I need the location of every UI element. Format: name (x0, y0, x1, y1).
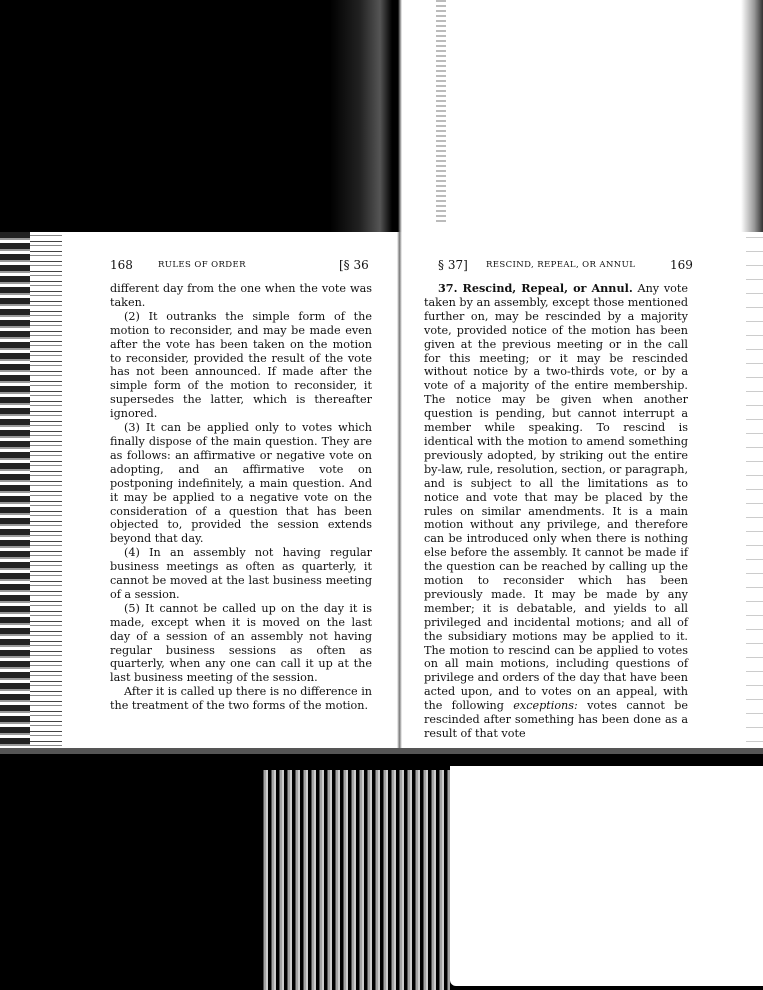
right-page-body (424, 282, 688, 741)
scan-streak (436, 0, 446, 225)
left-running-title: RULES OF ORDER (158, 260, 246, 270)
paragraph-text: Any vote taken by an assembly, except those mentioned further on, may be rescinded by a majority vote, provided notice of the motion has been given at the previous meeting or in the call for this meeting; or it may be rescinded without notice by a two-thirds vote, or by a vote of a majority of the entire membership. The notice may be given when another question is pending, but cannot interrupt a member while speaking. To rescind is identical with the motion to amend something previously adopted, by striking out the entire by-law, rule, resolution, section, or paragraph, and is subject to all the limitations as to notice and vote that may be placed by the rules on similar amendments. It is a main motion without any privilege, and therefore can be introduced only when there is nothing else before the assembly. It cannot be made if the question can be reached by calling up the motion to reconsider which has been previously made. It may be made by any member; it is debatable, and yields to all privileged and incidental motions; and all of the subsidiary motions may be applied to it. The motion to rescind can be applied to votes on all main motions, including questions of privilege and orders of the day that have been acted upon, and to votes on an appeal, with the following (424, 282, 688, 713)
left-running-head (62, 258, 398, 274)
italic-emphasis: exceptions: (513, 699, 578, 713)
scan-paper-top (402, 0, 763, 240)
paragraph: (4) In an assembly not having regular business meetings as often as quarterly, it cannot be moved at the last business meeting of a session. (110, 546, 372, 601)
right-running-head (402, 258, 746, 274)
right-section-ref: § 37] (438, 258, 468, 272)
scan-paper-bottom (450, 766, 763, 986)
paragraph: (5) It cannot be called up on the day it is made, except when it is moved on the last day of a session of an assembly not having regular business sessions as often as quarterly, when any one can call it up at the last business meeting of the session. (110, 601, 372, 685)
scan-right-edge (746, 232, 763, 748)
paragraph: different day from the one when the vote was taken. (110, 282, 372, 309)
section-heading: 37. Rescind, Repeal, or Annul. (438, 281, 633, 295)
right-page-number: 169 (670, 258, 693, 272)
left-page-number: 168 (110, 258, 133, 272)
scan-edge-line (0, 748, 763, 754)
left-section-ref: [§ 36 (339, 258, 369, 272)
scan-left-shadow (0, 232, 30, 748)
scan-shadow (741, 0, 763, 232)
left-page-body (110, 282, 372, 713)
scan-left-edge (0, 232, 62, 748)
paragraph: After it is called up there is no difference in the treatment of the two forms of the motion. (110, 685, 372, 713)
paragraph: (3) It can be applied only to votes which finally dispose of the main question. They are as follows: an affirmative or negative vote on adopting, and an affirmative vote on postponing indefinitely, a main question. And it may be applied to a negative vote on the consideration of a question that has been objected to, provided the session extends beyond that day. (110, 421, 372, 546)
paragraph-text-continued: votes cannot be rescinded after something has been done as a result of that vote (424, 699, 689, 740)
left-page (62, 232, 398, 748)
paragraph (424, 282, 688, 741)
right-page (402, 232, 746, 748)
scan-background-bottom (0, 748, 763, 990)
scan-streak-bottom (260, 770, 450, 990)
paragraph: (2) It outranks the simple form of the motion to reconsider, and may be made even after the vote has been taken on the motion to reconsider, provided the result of the vote has not been announced. If made after the simple form of the motion to reconsider, it supersedes the latter, which is thereafter ignored. (110, 309, 372, 421)
right-running-title: RESCIND, REPEAL, OR ANNUL (486, 260, 636, 270)
